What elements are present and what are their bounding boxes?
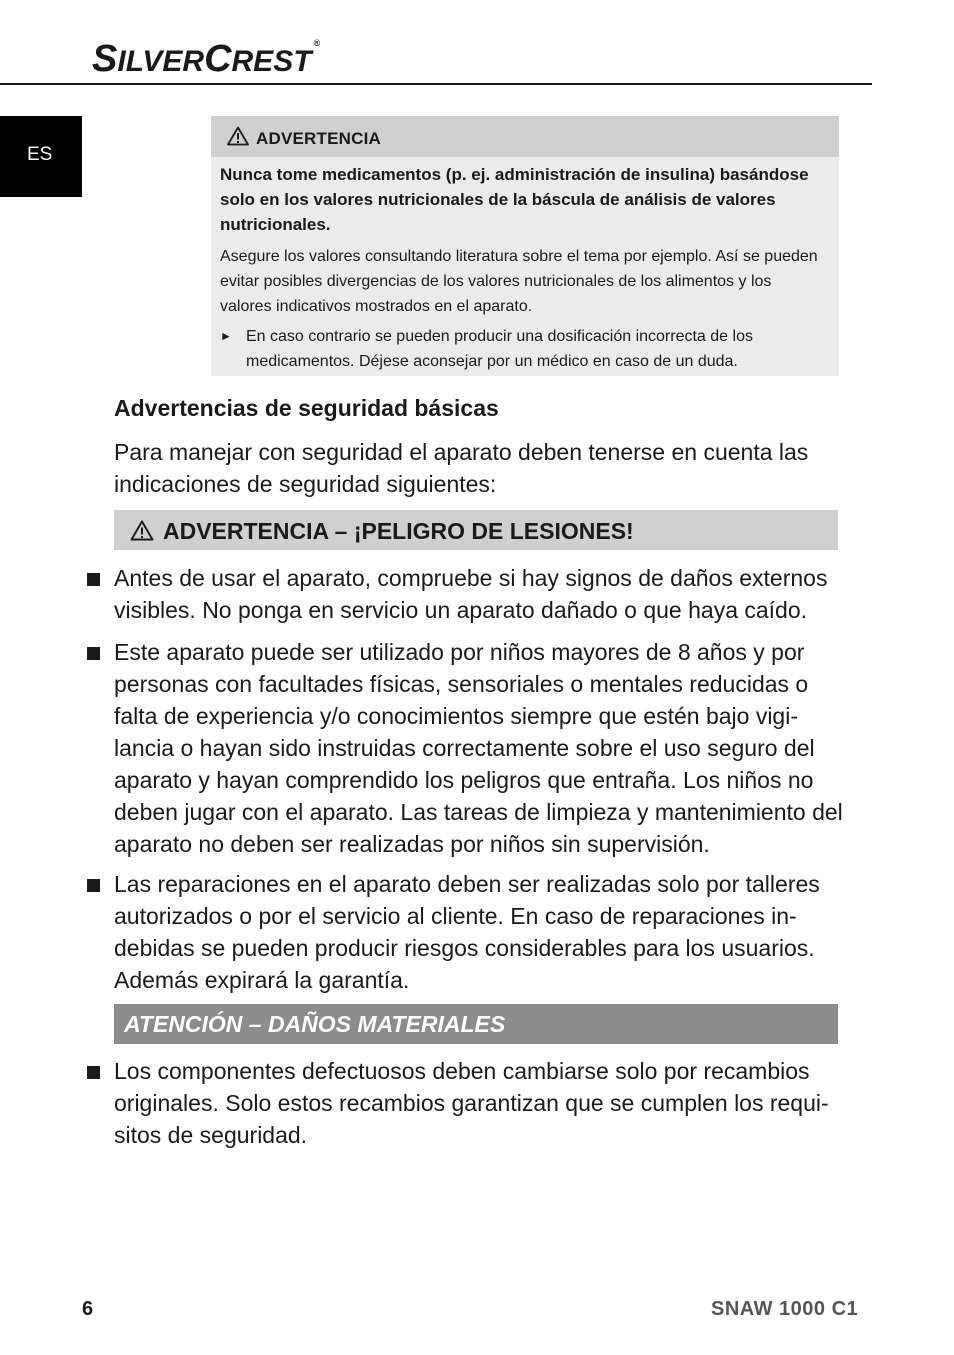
warning-triangle-icon [130, 520, 154, 541]
list-item-text: Antes de usar el aparato, compruebe si hay signos de daños externos visibles. No ponga en servicio un aparato dañado o que haya caído. [114, 565, 828, 623]
injury-warning-title: ADVERTENCIA – ¡PELIGRO DE LESIONES! [163, 518, 634, 544]
warning-box [211, 116, 839, 376]
bullet-square-icon [87, 1066, 100, 1079]
brand-letter-s: S [92, 38, 118, 80]
warning-arrow-text: En caso contrario se pueden producir una dosificación incorrecta de los medicamentos. Déjese aconsejar por un médico en caso de un duda. [246, 328, 753, 370]
brand-text-ilver: ILVER [117, 45, 205, 78]
brand-letter-c: C [204, 38, 232, 80]
section-intro: Para manejar con seguridad el aparato deben tenerse en cuenta las indicaciones de seguridad siguientes: [114, 439, 809, 497]
list-item [114, 562, 846, 626]
header-rule [0, 83, 872, 85]
bullet-square-icon [87, 573, 100, 586]
warning-bold-text: Nunca tome medicamentos (p. ej. administración de insulina) basándose solo en los valores nutricionales de la báscula de análisis de valores nutricionales. [220, 165, 809, 234]
list-item [114, 636, 846, 860]
list-item-text: Los componentes defectuosos deben cambiarse solo por recambios originales. Solo estos recambios garantizan que se cumplen los requisitos de seguridad. [114, 1058, 829, 1148]
list-item [114, 1055, 846, 1151]
bullet-square-icon [87, 879, 100, 892]
brand-logo [92, 38, 320, 81]
warning-box-header [211, 116, 839, 157]
warning-box-title: ADVERTENCIA [256, 129, 381, 148]
list-item-text: Este aparato puede ser utilizado por niños mayores de 8 años y por personas con facultades físicas, sensoriales o mentales reducidas o falta de experiencia y/o conocimientos siempre que estén bajo vigilancia o hayan sido instruidas correctamente sobre el uso seguro del aparato y hayan comprendido los peligros que entraña. Los niños no deben jugar con el aparato. Las tareas de limpieza y mantenimiento del aparato no deben ser realizadas por niños sin supervisión. [114, 639, 843, 857]
page-number: 6 [82, 1298, 94, 1320]
warning-triangle-icon [227, 126, 249, 146]
arrow-right-icon: ► [220, 329, 232, 343]
language-tab [0, 116, 82, 197]
attention-title: ATENCIÓN – DAÑOS MATERIALES [124, 1011, 506, 1037]
registered-mark: ® [313, 38, 321, 48]
brand-text-rest: REST [231, 45, 312, 78]
warning-paragraph: Asegure los valores consultando literatura sobre el tema por ejemplo. Así se pueden evitar posibles divergencias de los valores nutricionales de los alimentos y los valores indicativos mostrados en el aparato. [220, 248, 818, 315]
model-number: SNAW 1000 C1 [711, 1298, 859, 1320]
list-item-text: Las reparaciones en el aparato deben ser realizadas solo por talleres autorizados o por el servicio al cliente. En caso de reparaciones indebidas se pueden producir riesgos considerables para los usuarios. Además expirará la garantía. [114, 871, 820, 993]
injury-warning-bar [114, 510, 838, 550]
bullet-square-icon [87, 647, 100, 660]
attention-bar [114, 1004, 838, 1044]
section-heading: Advertencias de seguridad básicas [114, 395, 499, 421]
language-label: ES [27, 144, 53, 165]
list-item [114, 868, 846, 996]
